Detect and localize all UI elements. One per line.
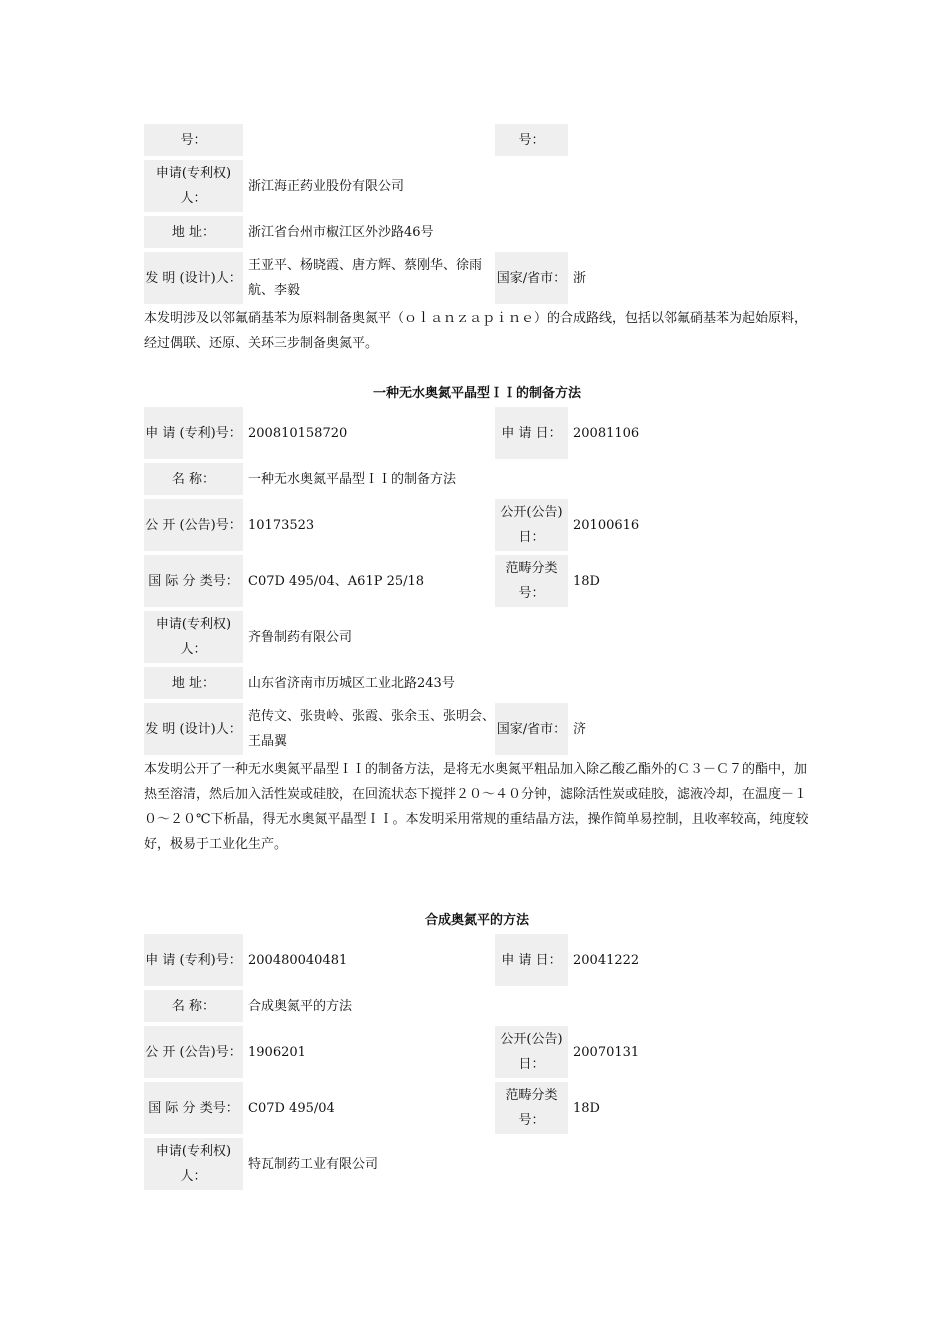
field-value: 济	[573, 721, 587, 737]
table-row	[144, 252, 810, 304]
inventor-value: 范传文、张贵岭、张霞、张余玉、张明会、王晶翼	[248, 709, 496, 749]
field-label: 国 际 分 类号：	[144, 1082, 243, 1134]
abstract-text: 本发明公开了一种无水奥氮平晶型ＩＩ的制备方法，是将无水奥氮平粗品加入除乙酸乙酯外的Ｃ３－Ｃ７的酯中，加热至溶清，然后加入活性炭或硅胶，在回流状态下搅拌２０～４０分钟，滤除活性炭或硅胶，滤液冷却，在温度－１０～２０℃下析晶，得无水奥氮平晶型ＩＩ。本发明采用常规的重结晶方法，操作简单易控制，且收率较高，纯度较好，极易于工业化生产。	[144, 762, 809, 852]
field-label: 地 址：	[144, 216, 243, 248]
field-label: 申请(专利权)人：	[144, 1138, 243, 1190]
field-label: 发 明 (设计)人：	[144, 703, 243, 755]
field-value: 浙	[573, 270, 587, 286]
field-label: 号：	[495, 124, 568, 156]
record-title: 一种无水奥氮平晶型ＩＩ的制备方法	[372, 386, 581, 401]
field-label: 名 称：	[144, 463, 243, 495]
field-value: 20070131	[573, 1044, 640, 1060]
applicant-value: 特瓦制药工业有限公司	[248, 1156, 379, 1172]
address-value: 浙江省台州市椒江区外沙路46号	[248, 224, 434, 240]
patent-table-3	[144, 934, 810, 1190]
field-label: 申请(专利权)人：	[144, 611, 243, 663]
field-label: 公开(公告)日：	[495, 499, 568, 551]
field-value: 10173523	[248, 517, 315, 533]
field-label: 申 请 (专利)号：	[144, 407, 243, 459]
field-value: 20041222	[573, 952, 640, 968]
applicant-value: 齐鲁制药有限公司	[248, 629, 353, 645]
table-row	[144, 934, 810, 986]
field-value: 20100616	[573, 517, 640, 533]
field-value: 一种无水奥氮平晶型ＩＩ的制备方法	[248, 471, 457, 487]
field-label: 申 请 (专利)号：	[144, 934, 243, 986]
field-value: 18D	[573, 1100, 600, 1116]
table-row	[144, 1138, 810, 1190]
field-value: 18D	[573, 573, 600, 589]
patent-table-1	[144, 124, 810, 304]
table-row	[144, 1026, 810, 1078]
table-row	[144, 611, 810, 663]
field-value	[248, 124, 495, 156]
field-label: 申 请 日：	[495, 407, 568, 459]
document-page	[144, 124, 810, 1190]
field-value: 20081106	[573, 425, 640, 441]
abstract-text: 本发明涉及以邻氟硝基苯为原料制备奥氮平（ｏｌａｎｚａｐｉｎｅ）的合成路线，包括以邻氟硝基苯为起始原料，经过偶联、还原、关环三步制备奥氮平。	[144, 311, 808, 351]
field-label: 地 址：	[144, 667, 243, 699]
field-label: 范畴分类号：	[495, 1082, 568, 1134]
field-label: 国家/省市：	[495, 252, 568, 304]
field-label: 公开(公告)日：	[495, 1026, 568, 1078]
table-row	[144, 1082, 810, 1134]
field-label: 发 明 (设计)人：	[144, 252, 243, 304]
field-value: 合成奥氮平的方法	[248, 998, 353, 1014]
table-row	[144, 124, 810, 156]
table-row	[144, 555, 810, 607]
table-row	[144, 407, 810, 459]
field-value	[573, 124, 810, 156]
field-label: 国家/省市：	[495, 703, 568, 755]
field-label: 申请(专利权)人：	[144, 160, 243, 212]
field-label: 号：	[144, 124, 243, 156]
field-value: 200480040481	[248, 952, 348, 968]
field-value: C07D 495/04	[248, 1100, 335, 1116]
field-value: 1906201	[248, 1044, 306, 1060]
field-label: 公 开 (公告)号：	[144, 1026, 243, 1078]
field-label: 范畴分类号：	[495, 555, 568, 607]
field-label: 公 开 (公告)号：	[144, 499, 243, 551]
address-value: 山东省济南市历城区工业北路243号	[248, 675, 455, 691]
field-label: 国 际 分 类号：	[144, 555, 243, 607]
table-row	[144, 667, 810, 699]
field-label: 名 称：	[144, 990, 243, 1022]
field-value: C07D 495/04、A61P 25/18	[248, 573, 425, 589]
field-value: 200810158720	[248, 425, 348, 441]
table-row	[144, 990, 810, 1022]
table-row	[144, 703, 810, 755]
table-row	[144, 216, 810, 248]
table-row	[144, 499, 810, 551]
inventor-value: 王亚平、杨晓霞、唐方辉、蔡刚华、徐雨航、李毅	[248, 258, 483, 298]
field-label: 申 请 日：	[495, 934, 568, 986]
table-row	[144, 160, 810, 212]
applicant-value: 浙江海正药业股份有限公司	[248, 178, 405, 194]
record-title: 合成奥氮平的方法	[424, 913, 529, 928]
patent-table-2	[144, 407, 810, 755]
table-row	[144, 463, 810, 495]
